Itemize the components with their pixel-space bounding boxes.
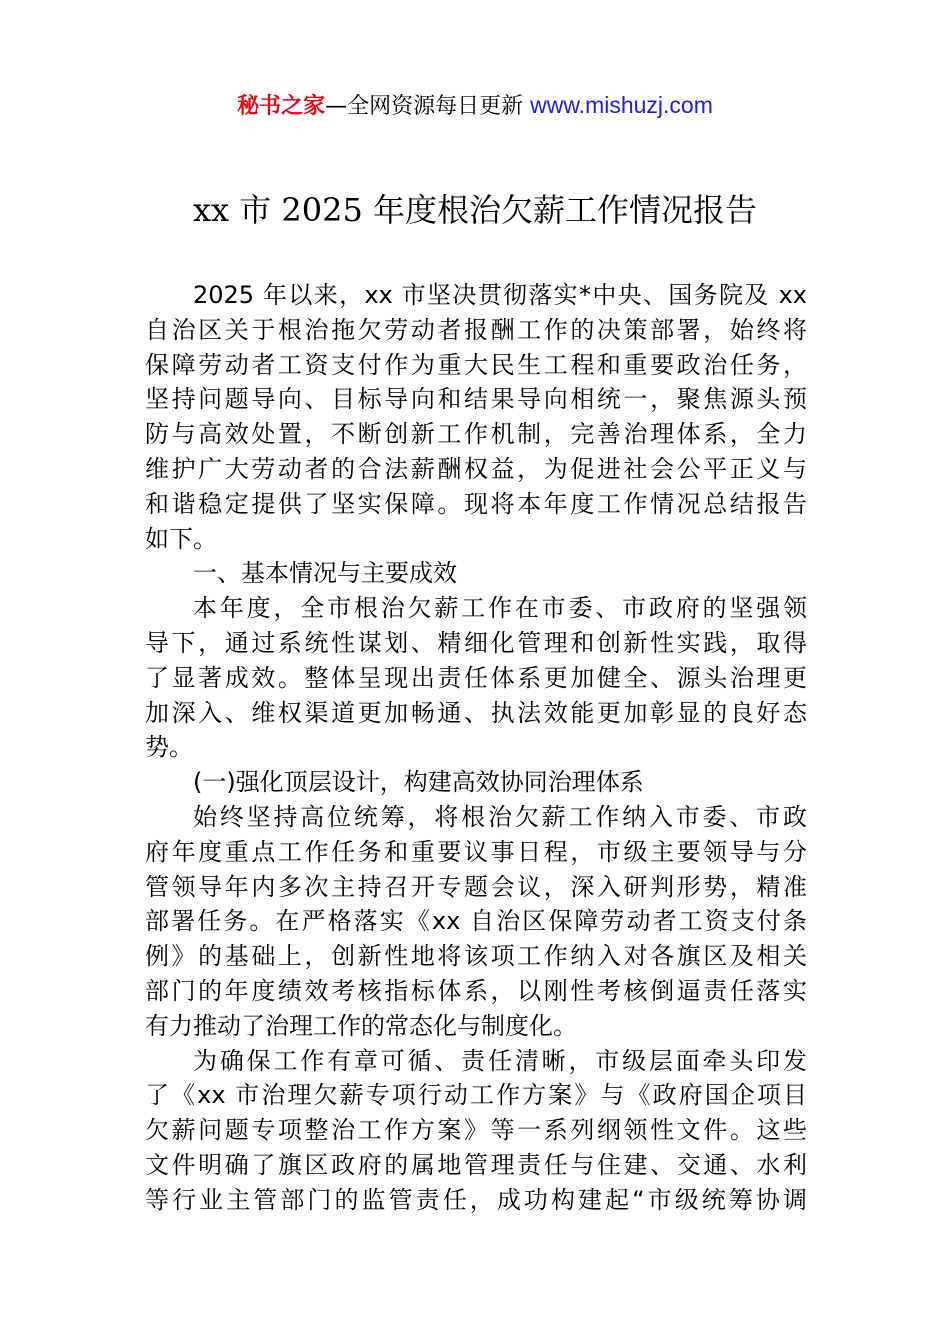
body-text-line: (一)强化顶层设计，构建高效协同治理体系 bbox=[193, 768, 644, 797]
site-brand: 秘书之家 bbox=[237, 94, 326, 119]
document-body bbox=[145, 278, 807, 1218]
body-text-line: 维护广大劳动者的合法薪酬权益，为促进社会公平正义与 bbox=[145, 454, 807, 483]
body-text-line: 坚持问题导向、目标导向和结果导向相统一，聚焦源头预 bbox=[145, 385, 807, 414]
site-tagline: —全网资源每日更新 bbox=[325, 94, 531, 119]
body-text-line: 等行业主管部门的监管责任，成功构建起“市级统筹协调 bbox=[145, 1185, 807, 1214]
body-text-line: 有力推动了治理工作的常态化与制度化。 bbox=[145, 1011, 577, 1040]
body-text-line: 例》的基础上，创新性地将该项工作纳入对各旗区及相关 bbox=[145, 942, 807, 971]
body-text-line: 如下。 bbox=[145, 524, 217, 553]
body-text-line: 一、基本情况与主要成效 bbox=[193, 559, 457, 588]
site-header bbox=[0, 88, 950, 124]
body-text-line: 文件明确了旗区政府的属地管理责任与住建、交通、水利 bbox=[145, 1150, 807, 1179]
body-text-line: 本年度，全市根治欠薪工作在市委、市政府的坚强领 bbox=[193, 594, 807, 623]
document-title: xx 市 2025 年度根治欠薪工作情况报告 bbox=[192, 191, 758, 229]
body-text-line: 府年度重点工作任务和重要议事日程，市级主要领导与分 bbox=[145, 837, 807, 866]
body-text-line: 部门的年度绩效考核指标体系，以刚性考核倒逼责任落实 bbox=[145, 976, 807, 1005]
body-text-line: 自治区关于根治拖欠劳动者报酬工作的决策部署，始终将 bbox=[145, 315, 807, 344]
body-text-line: 欠薪问题专项整治工作方案》等一系列纲领性文件。这些 bbox=[145, 1116, 807, 1145]
site-url-link[interactable]: www.mishuzj.com bbox=[530, 92, 713, 118]
body-text-line: 为确保工作有章可循、责任清晰，市级层面牵头印发 bbox=[193, 1046, 807, 1075]
body-text-line: 保障劳动者工资支付作为重大民生工程和重要政治任务， bbox=[145, 350, 807, 379]
body-text-line: 2025 年以来，xx 市坚决贯彻落实*中央、国务院及 xx bbox=[193, 281, 807, 309]
body-text-line: 导下，通过系统性谋划、精细化管理和创新性实践，取得 bbox=[145, 628, 807, 657]
body-text-line: 始终坚持高位统筹，将根治欠薪工作纳入市委、市政 bbox=[193, 802, 807, 831]
body-text-line: 防与高效处置，不断创新工作机制，完善治理体系，全力 bbox=[145, 420, 807, 449]
body-text-line: 加深入、维权渠道更加畅通、执法效能更加彰显的良好态 bbox=[145, 698, 807, 727]
body-text-line: 了《xx 市治理欠薪专项行动工作方案》与《政府国企项目 bbox=[145, 1081, 807, 1110]
body-text-line: 了显著成效。整体呈现出责任体系更加健全、源头治理更 bbox=[145, 663, 807, 692]
body-text-line: 部署任务。在严格落实《xx 自治区保障劳动者工资支付条 bbox=[145, 907, 807, 936]
body-text-line: 和谐稳定提供了坚实保障。现将本年度工作情况总结报告 bbox=[145, 489, 807, 518]
body-text-line: 管领导年内多次主持召开专题会议，深入研判形势，精准 bbox=[145, 872, 807, 901]
body-text-line: 势。 bbox=[145, 733, 193, 762]
